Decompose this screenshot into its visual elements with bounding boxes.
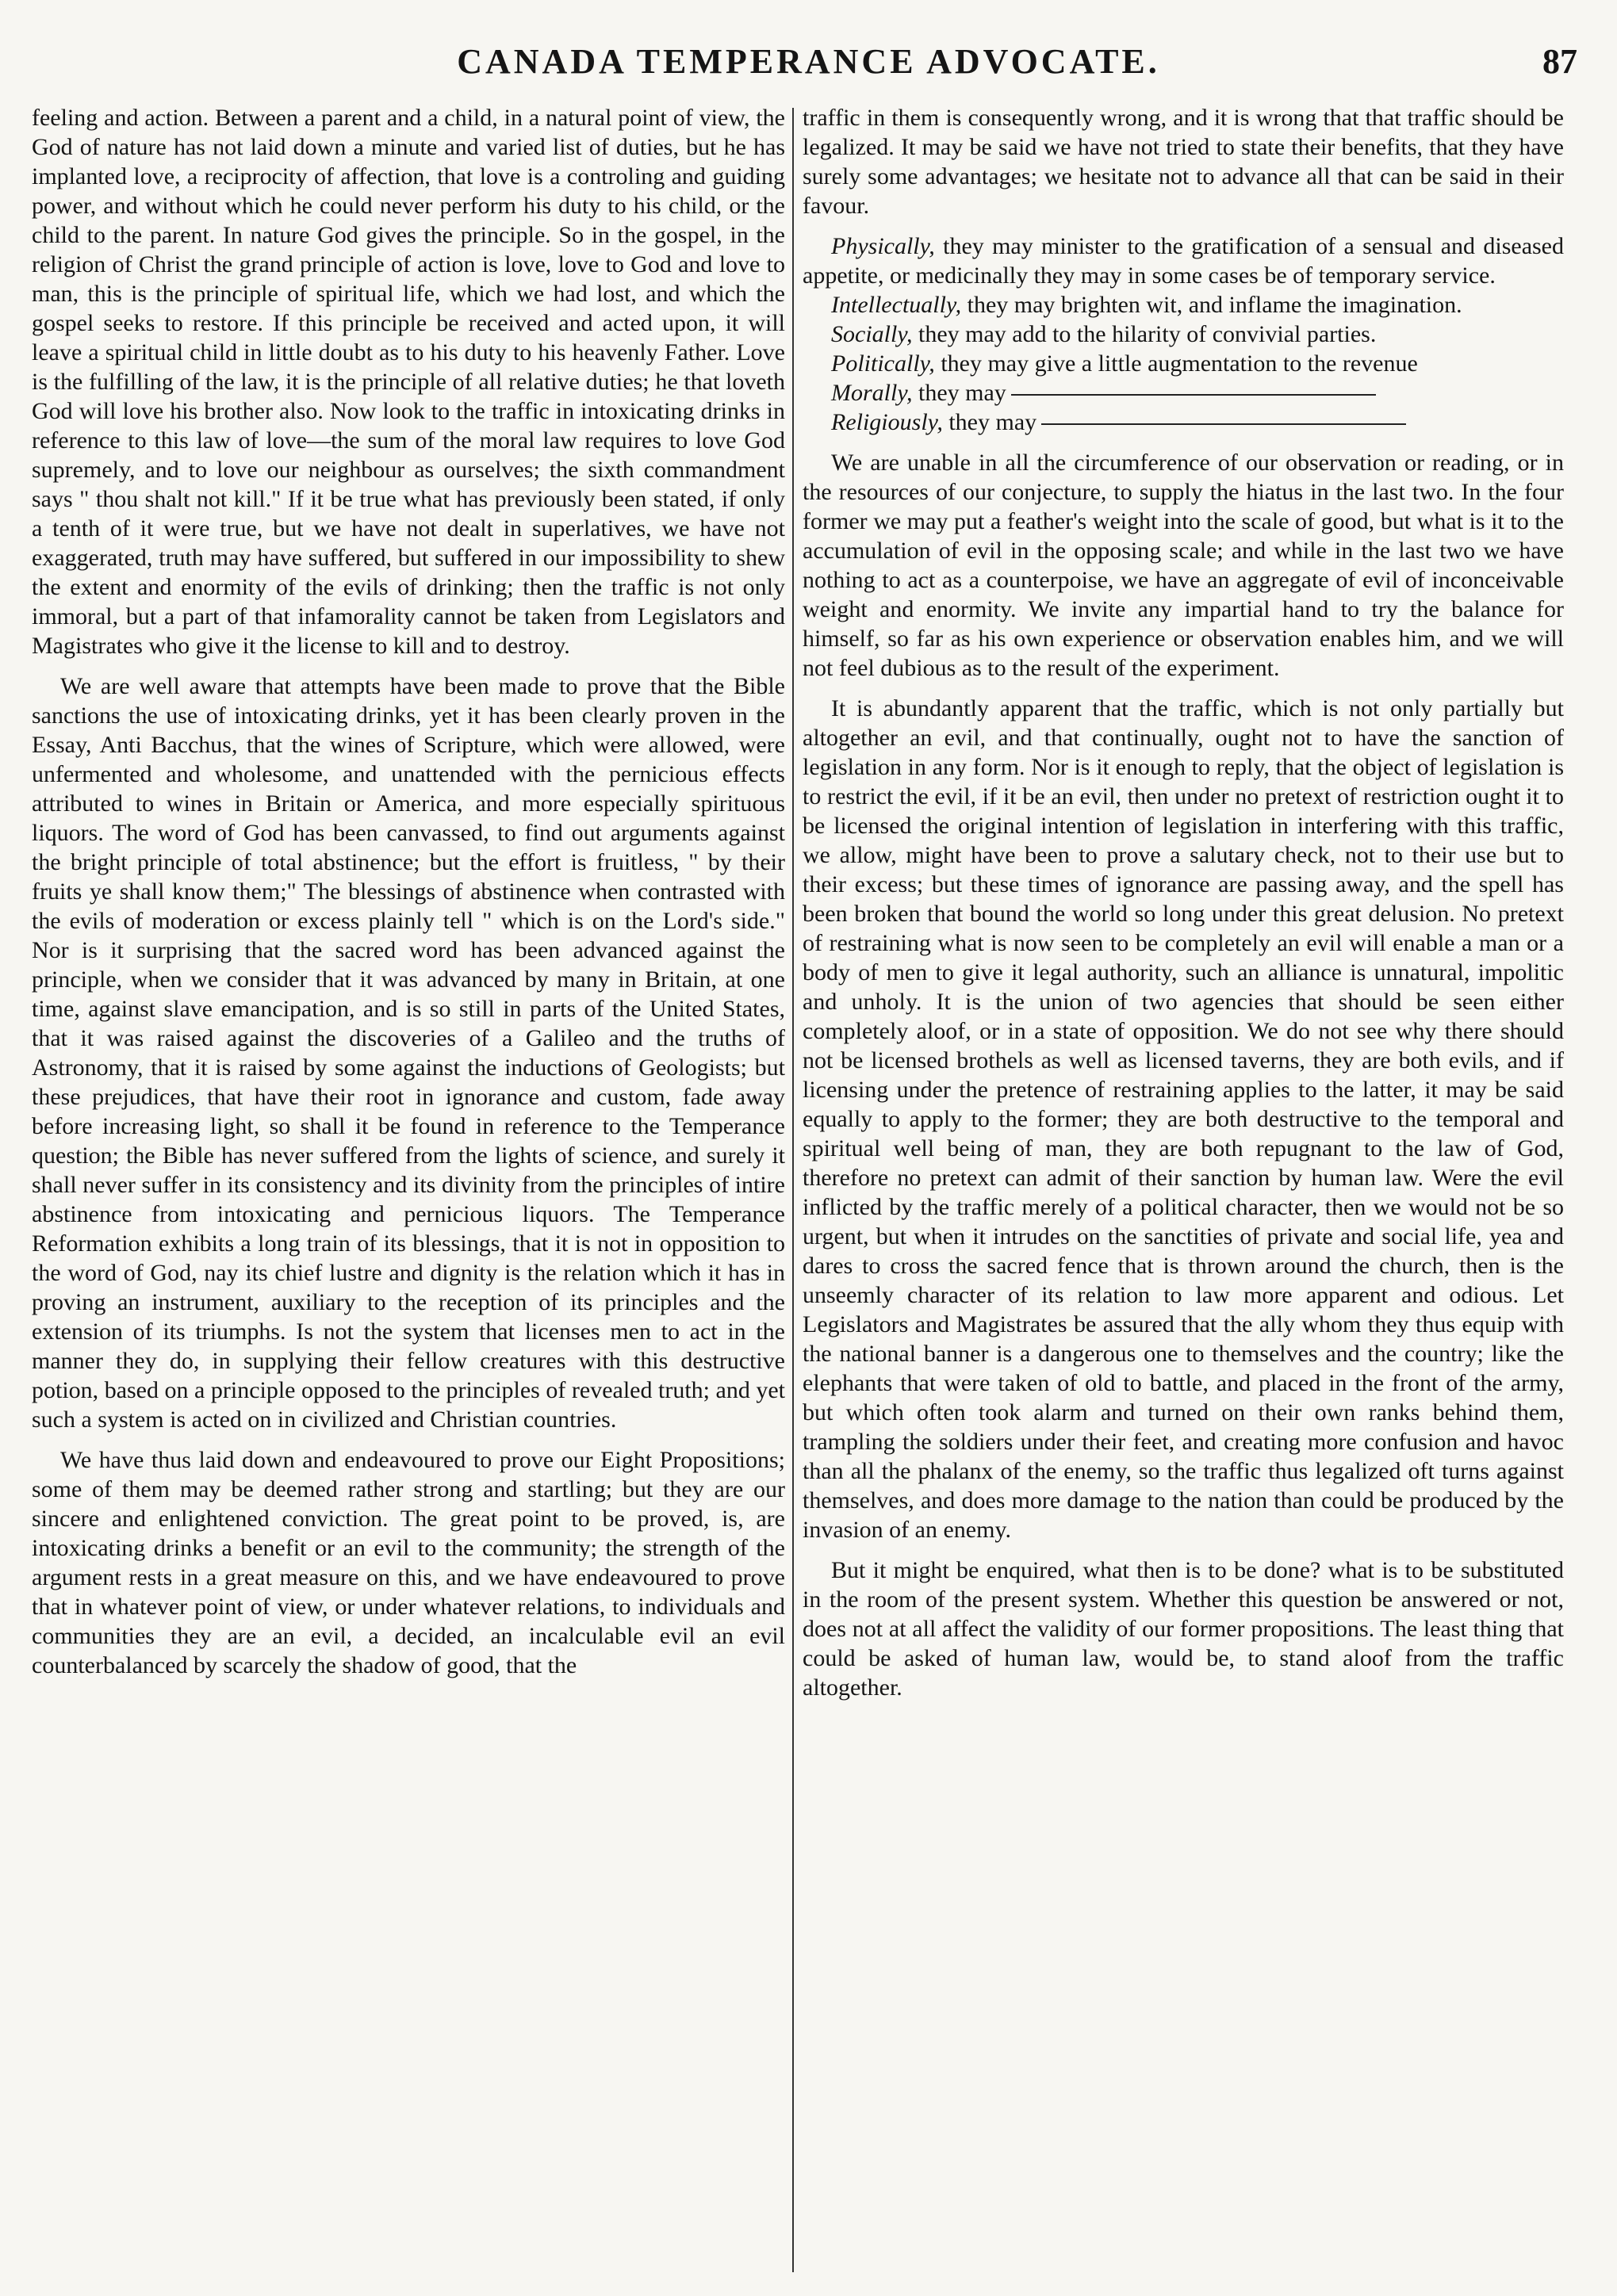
category-text: they may minister to the gratification of a sensual and diseased appetite, or medicinally they may in some cases be of temporary service. [803,233,1564,289]
category-label: Socially, [831,321,913,347]
category-label: Morally, [831,380,913,406]
column-divider [792,108,794,2272]
list-item [803,320,1564,349]
category-label: Politically, [831,350,935,377]
paragraph: It is abundantly apparent that the traffic, which is not only partially but altogether an evil, and that continually, ought not to have the sanction of legislation in any form. Nor is it enough to reply, that the object of legislation is to restrict the evil, if it be an evil, then under no pretext of restriction ought it to be licensed the original intention of legislation in interfering with this traffic, we allow, might have been to prove a salutary check, not to their use but to their excess; but these times of ignorance are passing away, and the spell has been broken that bound the world so long under this great delusion. No pretext of restraining what is now seen to be completely an evil will enable a man or a body of men to give it legal authority, such an alliance is unnatural, impolitic and unholy. It is the union of two agencies that should be seen either completely aloof, or in a state of opposition. We do not see why there should not be licensed brothels as well as licensed taverns, they are both evils, and if licensing under the pretence of restraining applies to the latter, it may be said equally to apply to the former; they are both destructive to the temporal and spiritual well being of man, they are both repugnant to the law of God, therefore no pretext can admit of their sanction by human law. Were the evil inflicted by the traffic merely of a political character, then we would not be so urgent, but when it intrudes on the sanctities of private and social life, yea and dares to cross the sacred fence that is thrown around the church, then is the unseemly character of its relation to law more apparent and odious. Let Legislators and Magistrates be assured that the ally whom they thus equip with the national banner is a dangerous one to themselves and the country; like the elephants that were taken of old to battle, and placed in the front of the army, but which often took alarm and turned on their own ranks behind them, trampling the soldiers under their feet, and creating more confusion and havoc than all the phalanx of the enemy, so the traffic thus legalized oft turns against themselves, and does more damage to the nation than could be produced by the invasion of an enemy. [803,695,1564,1543]
blank-rule [1041,423,1406,425]
category-label: Religiously, [831,409,943,435]
blank-rule [1011,394,1376,396]
paragraph: We are well aware that attempts have been made to prove that the Bible sanctions the use of intoxicating drinks, yet it has been clearly proven in the Essay, Anti Bacchus, that the wines of Scripture, which were allowed, were unfermented and wholesome, and unattended with the pernicious effects attributed to wines in Britain or America, and more especially spirituous liquors. The word of God has been canvassed, to find out arguments against the bright principle of total abstinence; but the effort is fruitless, " by their fruits ye shall know them;" The blessings of abstinence when contrasted with the evils of moderation or excess plainly tell " which is on the Lord's side." Nor is it surprising that the sacred word has been advanced against the principle, when we consider that it was advanced by many in Britain, at one time, against slave emancipation, and is so still in parts of the United States, that it was raised against the discoveries of a Galileo and the truths of Astronomy, that it is raised by some against the inductions of Geologists; but these prejudices, that have their root in ignorance and custom, fade away before increasing light, so shall it be found in reference to the Temperance question; the Bible has never suffered from the lights of science, and surely it shall never suffer in its consistency and its divinity from the principles of intire abstinence from intoxicating and pernicious liquors. The Temperance Reformation exhibits a long train of its blessings, that it is not in opposition to the word of God, nay its chief lustre and dignity is the relation which it has in proving an instrument, auxiliary to the reception of its principles and the extension of its triumphs. Is not the system that licenses men to act in the manner they do, in supplying their fellow creatures with this destructive potion, based on a principle opposed to the principles of revealed truth; and yet such a system is acted on in civilized and Christian countries. [32,673,785,1433]
paragraph: We have thus laid down and endeavoured to prove our Eight Propositions; some of them may be deemed rather strong and startling; but they are our sincere and enlightened conviction. The great point to be proved, is, are intoxicating drinks a benefit or an evil to the community; the strength of the argument rests in a great measure on this, and we have endeavoured to prove that in whatever point of view, or under whatever relations, to individuals and communities they are an evil, a decided, an incalculable evil an evil counterbalanced by scarcely the shadow of good, that the [32,1447,785,1678]
category-label: Physically, [831,233,935,259]
category-text: they may add to the hilarity of convivial parties. [918,321,1377,347]
paragraph: But it might be enquired, what then is to be done? what is to be substituted in the room of the present system. Whether this question be answered or not, does not at all affect the validity of our former propositions. The least thing that could be asked of human law, would be, to stand aloof from the traffic altogether. [803,1557,1564,1701]
paragraph: traffic in them is consequently wrong, and it is wrong that that traffic should be legalized. It may be said we have not tried to state their benefits, that they have surely some advantages; we hesitate not to advance all that can be said in their favour. [803,105,1564,219]
category-text: they may [918,380,1006,406]
paragraph: feeling and action. Between a parent and a child, in a natural point of view, the God of nature has not laid down a minute and varied list of duties, but he has implanted love, a reciprocity of affection, that love is a controling and guiding power, and without which he could never perform his duty to his child, or the child to the parent. In nature God gives the principle. So in the gospel, in the religion of Christ the grand principle of action is love, love to God and love to man, this is the principle of spiritual life, which we had lost, and which the gospel seeks to restore. If this principle be received and acted upon, it will leave a spiritual child in little doubt as to his duty to his heavenly Father. Love is the fulfilling of the law, it is the principle of all relative duties; he that loveth God will love his brother also. Now look to the traffic in intoxicating drinks in reference to this law of love—the sum of the moral law requires to love God supremely, and to love our neighbour as ourselves; the sixth commandment says " thou shalt not kill." If it be true what has previously been stated, if only a tenth of it were true, but we have not dealt in superlatives, we have not exaggerated, truth may have suffered, but suffered in our impossibility to shew the extent and enormity of the evils of drinking; then the traffic is not only immoral, but a part of that infamorality cannot be taken from Legislators and Magistrates who give it the license to kill and to destroy. [32,105,785,659]
category-text: they may brighten wit, and inflame the imagination. [967,292,1462,318]
category-text: they may [948,409,1037,435]
page-header [32,41,1585,89]
paragraph: We are unable in all the circumference of our observation or reading, or in the resources of our conjecture, to supply the hiatus in the last two. In the four former we may put a feather's weight into the scale of good, but what is it to the accumulation of evil in the opposing scale; and while in the last two we have nothing to act as a counterpoise, we have an aggregate of evil of inconceivable weight and enormity. We invite any impartial hand to try the balance for himself, so far as his own experience or observation enables him, and we will not feel dubious as to the result of the experiment. [803,450,1564,681]
page-number: 87 [1542,42,1577,81]
page-title: CANADA TEMPERANCE ADVOCATE. [457,42,1160,81]
list-item [803,349,1564,378]
benefits-list [803,232,1564,437]
list-item [803,408,1564,437]
right-column [803,103,1564,2272]
list-item [803,232,1564,290]
list-item [803,290,1564,320]
left-column [32,103,785,2272]
list-item [803,378,1564,408]
category-text: they may give a little augmentation to the revenue [941,350,1418,377]
category-label: Intellectually, [831,292,962,318]
